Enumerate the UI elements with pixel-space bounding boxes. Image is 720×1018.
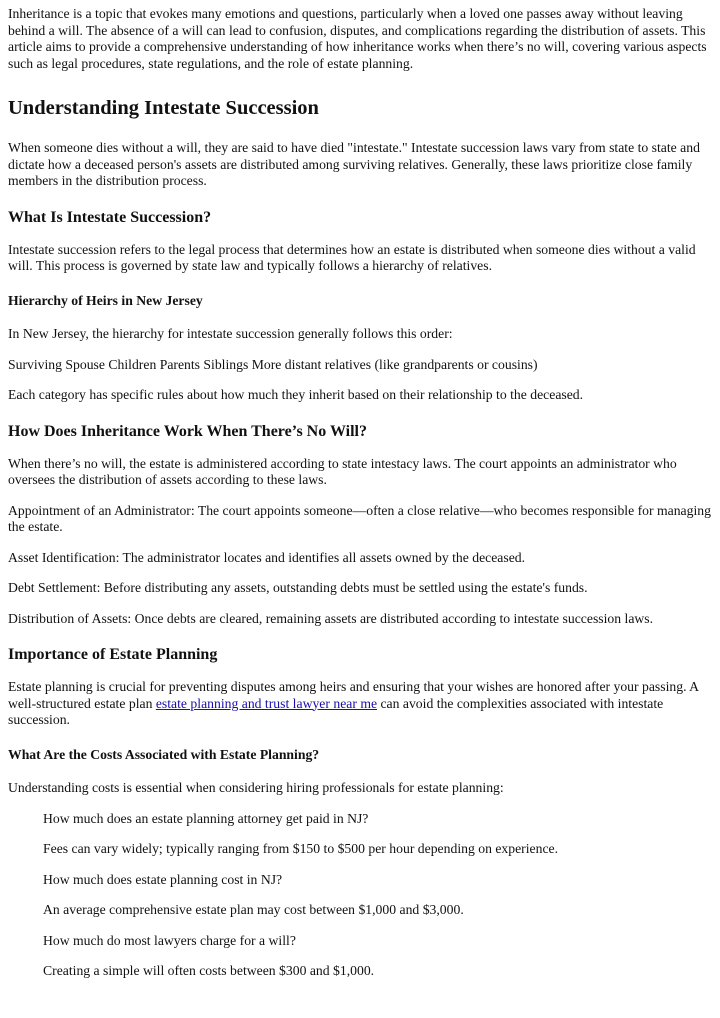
what-is-paragraph: Intestate succession refers to the legal process that determines how an estate is distributed when someone dies without a valid will. This process is governed by state law and typically follows a hierarchy of relatives. [8, 241, 696, 273]
section-heading-intestate: Understanding Intestate Succession [8, 97, 319, 119]
estate-lawyer-link[interactable]: estate planning and trust lawyer near me [155, 695, 378, 711]
section-heading-importance: Importance of Estate Planning [8, 646, 218, 663]
distribution-paragraph: Distribution of Assets: Once debts are cleared, remaining assets are distributed according to intestate succession laws. [8, 610, 654, 626]
faq-answer: Creating a simple will often costs between $300 and $1,000. [43, 963, 375, 978]
importance-text-before: Estate planning is crucial for preventing disputes among heirs and ensuring that your wishes are honored after your passing. A well-structured estate plan [8, 679, 699, 711]
costs-faq-block [43, 811, 712, 980]
hierarchy-list-paragraph: Surviving Spouse Children Parents Siblings More distant relatives (like grandparents or cousins) [8, 356, 538, 372]
section-heading-what-is: What Is Intestate Succession? [8, 208, 212, 226]
section-heading-costs: What Are the Costs Associated with Estate Planning? [8, 746, 320, 762]
debt-settlement-paragraph: Debt Settlement: Before distributing any assets, outstanding debts must be settled using the estate's funds. [8, 580, 588, 595]
faq-answer: Fees can vary widely; typically ranging from $150 to $500 per hour depending on experience. [43, 841, 559, 856]
hierarchy-rules-paragraph: Each category has specific rules about how much they inherit based on their relationship to the deceased. [8, 387, 584, 402]
how-works-paragraph: When there’s no will, the estate is administered according to state intestacy laws. The court appoints an administrator who oversees the distribution of assets according to these laws. [8, 455, 677, 487]
intestate-paragraph: When someone dies without a will, they are said to have died "intestate." Intestate succession laws vary from state to state and dictate how a deceased person's assets are distributed among surviving relatives. Generally, these laws prioritize close family members in the distribution process. [8, 140, 700, 188]
administrator-paragraph: Appointment of an Administrator: The court appoints someone—often a close relative—who becomes responsible for managing the estate. [8, 502, 711, 534]
intro-paragraph: Inheritance is a topic that evokes many emotions and questions, particularly when a loved one passes away without leaving behind a will. The absence of a will can lead to confusion, disputes, and complications regarding the distribution of assets. This article aims to provide a comprehensive understanding of how inheritance works when there’s no will, covering various aspects such as legal procedures, state regulations, and the role of estate planning. [8, 6, 707, 71]
faq-question: How much does an estate planning attorney get paid in NJ? [43, 810, 369, 826]
costs-intro-paragraph: Understanding costs is essential when considering hiring professionals for estate planning: [8, 780, 504, 795]
faq-question: How much do most lawyers charge for a will? [43, 932, 296, 948]
section-heading-hierarchy: Hierarchy of Heirs in New Jersey [8, 292, 203, 308]
importance-paragraph [8, 679, 712, 729]
asset-identification-paragraph: Asset Identification: The administrator locates and identifies all assets owned by the deceased. [8, 549, 526, 565]
faq-question: How much does estate planning cost in NJ? [43, 871, 283, 887]
hierarchy-intro-paragraph: In New Jersey, the hierarchy for intestate succession generally follows this order: [8, 326, 453, 341]
faq-answer: An average comprehensive estate plan may cost between $1,000 and $3,000. [43, 902, 464, 917]
importance-text-after: can avoid the complexities associated with intestate succession. [8, 695, 664, 727]
section-heading-how-works: How Does Inheritance Work When There’s No Will? [8, 422, 367, 440]
